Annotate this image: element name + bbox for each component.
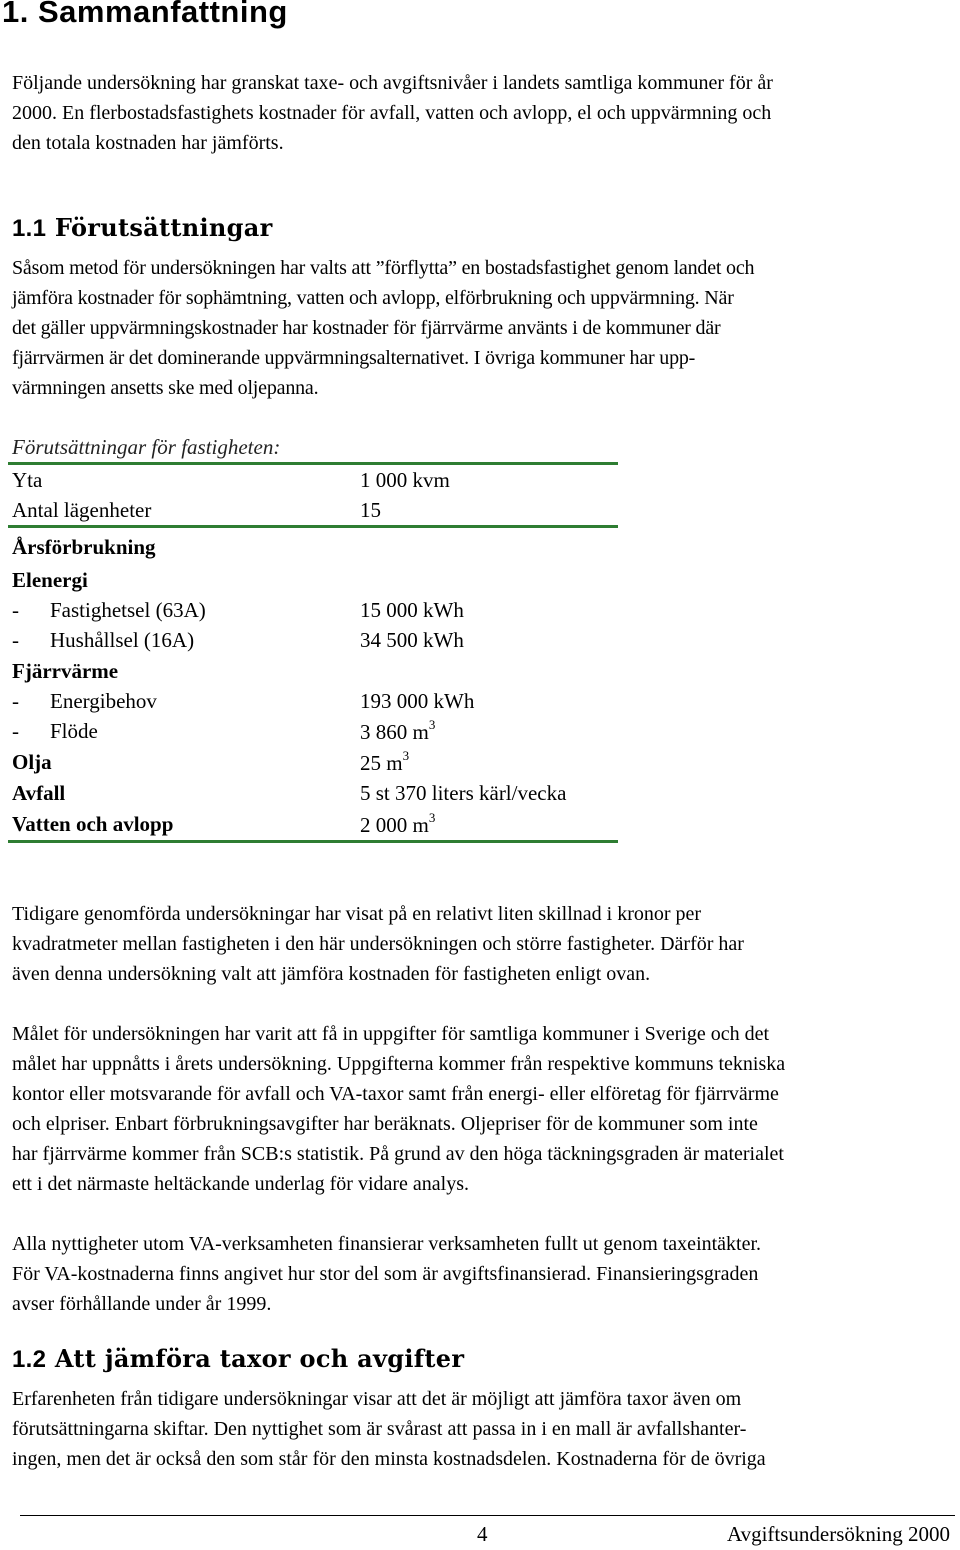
page-number: 4 <box>477 1522 488 1546</box>
method-paragraph <box>12 253 957 403</box>
section-title: Att jämföra taxor och avgifter <box>54 1344 465 1373</box>
row-value-olja <box>360 750 409 776</box>
section-heading-forutsattningar <box>12 213 273 243</box>
row-label-yta: Yta <box>12 468 43 492</box>
superscript: 3 <box>402 748 410 763</box>
page-heading: 1. Sammanfattning <box>2 0 288 29</box>
table-bottom-rule <box>8 840 618 843</box>
superscript: 3 <box>428 810 436 825</box>
text-line: Erfarenheten från tidigare undersökningar visar att det är möjligt att jämföra taxor även om <box>12 1388 742 1410</box>
text-line: ingen, men det är också den som står för den minsta kostnadsdelen. Kostnaderna för de övriga <box>12 1448 766 1470</box>
footer-title: Avgiftsundersökning 2000 <box>726 1522 950 1546</box>
section-number: 1.2 <box>12 1346 47 1373</box>
text-line: fjärrvärmen är det dominerande uppvärmningsalternativet. I övriga kommuner har upp- <box>12 347 696 369</box>
section-title: Förutsättningar <box>54 213 273 242</box>
text-line: och elpriser. Enbart förbrukningsavgifter har beräknats. Oljepriser för de kommuner som inte <box>12 1113 758 1135</box>
section-heading-jamfora <box>12 1344 464 1374</box>
row-label: Flöde <box>50 719 98 743</box>
row-value-energibehov: 193 000 kWh <box>360 689 475 713</box>
text-line: kvadratmeter mellan fastigheten i den här undersökningen och större fastigheter. Därför har <box>12 933 744 955</box>
text-line: ett i det närmaste heltäckande underlag för vidare analys. <box>12 1173 470 1195</box>
table-top-rule <box>8 462 618 465</box>
text-line: kontor eller motsvarande för avfall och VA-taxor samt från energi- eller elföretag för fjärrvärme <box>12 1083 779 1105</box>
text-line: Såsom metod för undersökningen har valts att ”förflytta” en bostadsfastighet genom landet och <box>12 257 755 279</box>
row-fastighetsel <box>12 598 206 623</box>
superscript: 3 <box>428 717 436 732</box>
table-caption: Förutsättningar för fastigheten: <box>12 435 281 459</box>
paragraph-erfarenheten <box>12 1384 957 1474</box>
footer-rule <box>20 1515 955 1516</box>
paragraph-tidigare <box>12 899 957 989</box>
section-number: 1.1 <box>12 215 47 242</box>
row-label-va: Vatten och avlopp <box>12 812 174 836</box>
group-fjarrvarme: Fjärrvärme <box>12 659 119 683</box>
row-hushallsel <box>12 628 194 653</box>
row-value-va <box>360 812 435 838</box>
dash: - <box>12 598 19 622</box>
text-line: har fjärrvärme kommer från SCB:s statistik. På grund av den höga täckningsgraden är materialet <box>12 1143 784 1165</box>
text-line: värmningen ansetts ske med oljepanna. <box>12 377 319 399</box>
paragraph-malet <box>12 1019 957 1199</box>
row-energibehov <box>12 689 157 714</box>
row-value-hushallsel: 34 500 kWh <box>360 628 464 652</box>
text-line: Följande undersökning har granskat taxe- och avgiftsnivåer i landets samtliga kommuner för år <box>12 72 773 94</box>
group-arsforbrukning: Årsförbrukning <box>12 535 156 559</box>
dash: - <box>12 719 19 743</box>
text-line: avser förhållande under år 1999. <box>12 1293 272 1315</box>
value-text: 2 000 m <box>360 813 429 837</box>
row-label: Fastighetsel (63A) <box>50 598 206 622</box>
row-label: Energibehov <box>50 689 157 713</box>
value-text: 3 860 m <box>360 720 429 744</box>
group-elenergi: Elenergi <box>12 568 88 592</box>
text-line: Målet för undersökningen har varit att få in uppgifter för samtliga kommuner i Sverige och det <box>12 1023 770 1045</box>
row-flode <box>12 719 98 744</box>
intro-paragraph <box>12 68 957 158</box>
row-label: Hushållsel (16A) <box>50 628 195 652</box>
text-line: även denna undersökning valt att jämföra kostnaden för fastigheten enligt ovan. <box>12 963 651 985</box>
row-label-olja: Olja <box>12 750 52 774</box>
dash: - <box>12 628 19 652</box>
row-value-lagenheter: 15 <box>360 498 381 522</box>
text-line: jämföra kostnader för sophämtning, vatten och avlopp, elförbrukning och uppvärmning. När <box>12 287 734 309</box>
text-line: Alla nyttigheter utom VA-verksamheten finansierar verksamheten fullt ut genom taxeintäkter. <box>12 1233 762 1255</box>
row-label-avfall: Avfall <box>12 781 66 805</box>
row-value-yta: 1 000 kvm <box>360 468 450 492</box>
text-line: Tidigare genomförda undersökningar har visat på en relativt liten skillnad i kronor per <box>12 903 702 925</box>
row-value-avfall: 5 st 370 liters kärl/vecka <box>360 781 567 805</box>
table-mid-rule <box>8 525 618 528</box>
value-text: 25 m <box>360 751 403 775</box>
text-line: För VA-kostnaderna finns angivet hur stor del som är avgiftsfinansierad. Finansieringsgraden <box>12 1263 759 1285</box>
dash: - <box>12 689 19 713</box>
text-line: det gäller uppvärmningskostnader har kostnader för fjärrvärme använts i de kommuner där <box>12 317 721 339</box>
row-label-lagenheter: Antal lägenheter <box>12 498 152 522</box>
row-value-fastighetsel: 15 000 kWh <box>360 598 464 622</box>
text-line: förutsättningarna skiftar. Den nyttighet som är svårast att passa in i en mall är avfallshanter- <box>12 1418 747 1440</box>
row-value-flode <box>360 719 435 745</box>
text-line: den totala kostnaden har jämförts. <box>12 132 284 154</box>
text-line: 2000. En flerbostadsfastighets kostnader för avfall, vatten och avlopp, el och uppvärmning och <box>12 102 772 124</box>
paragraph-nyttigheter <box>12 1229 957 1319</box>
text-line: målet har uppnåtts i årets undersökning. Uppgifterna kommer från respektive kommuns tekniska <box>12 1053 786 1075</box>
